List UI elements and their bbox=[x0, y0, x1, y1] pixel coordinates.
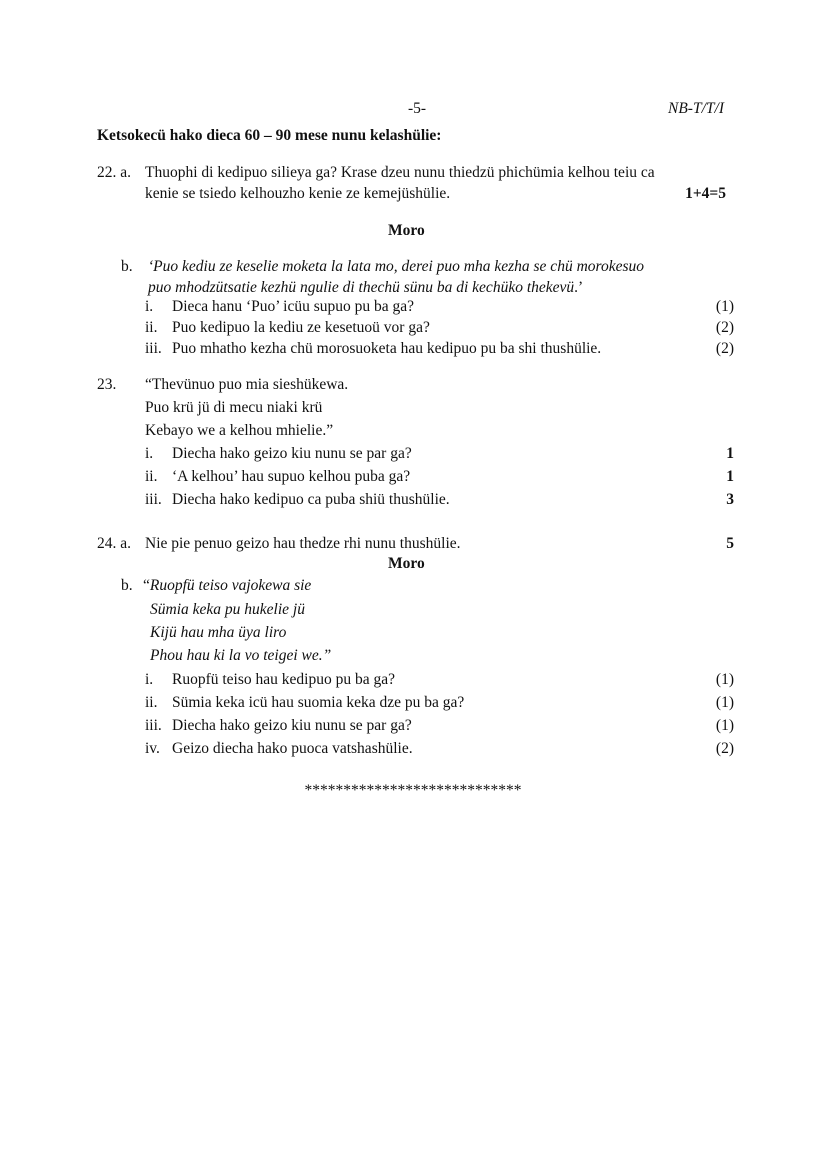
sub-item-text: Diecha hako geizo kiu nunu se par ga? bbox=[172, 445, 412, 462]
sub-item-label: iii. bbox=[145, 340, 162, 357]
sub-item-label: iv. bbox=[145, 740, 160, 757]
sub-item-label: i. bbox=[145, 671, 154, 688]
paper-code: NB-T/T/I bbox=[668, 100, 724, 117]
quote-line bbox=[148, 279, 583, 297]
sub-item-text: Geizo diecha hako puoca vatshashülie. bbox=[172, 740, 413, 757]
quote-end: .’ bbox=[574, 279, 584, 296]
section-instruction: Ketsokecü hako dieca 60 – 90 mese nunu kelashülie: bbox=[97, 127, 442, 144]
sub-item-text: Dieca hanu ‘Puo’ icüu supuo pu ba ga? bbox=[172, 298, 415, 315]
sub-item-marks: 3 bbox=[726, 491, 734, 508]
question-text-line: Thuophi di kedipuo silieya ga? Krase dzeu nunu thiedzü phichümia kelhou teiu ca bbox=[145, 164, 655, 181]
question-text-line: kenie se tsiedo kelhouzho kenie ze kemejüshülie. bbox=[145, 185, 451, 202]
sub-item-text: Puo kedipuo la kediu ze kesetuoü vor ga? bbox=[172, 319, 430, 336]
sub-item-marks: (2) bbox=[715, 319, 734, 336]
sub-item-marks: 1 bbox=[726, 445, 734, 462]
poem-line: Kebayo we a kelhou mhielie.” bbox=[145, 422, 334, 439]
sub-item-text: Diecha hako kedipuo ca puba shiü thushülie. bbox=[172, 491, 450, 508]
sub-item-label: i. bbox=[145, 445, 154, 462]
question-number: 22. a. bbox=[97, 164, 132, 181]
poem-text: Ruopfü teiso vajokewa sie bbox=[149, 577, 312, 594]
poem-line: “Thevünuo puo mia sieshükewa. bbox=[145, 376, 349, 393]
quote-line: ‘Puo kediu ze keselie moketa la lata mo, derei puo mha kezha se chü morokesuo bbox=[148, 258, 645, 275]
question-text-line: Nie pie penuo geizo hau thedze rhi nunu thushülie. bbox=[145, 535, 461, 552]
question-number: 23. bbox=[97, 376, 117, 393]
sub-item-marks: (2) bbox=[715, 740, 734, 757]
sub-item-marks: (1) bbox=[715, 717, 734, 734]
sub-item-text: Sümia keka icü hau suomia keka dze pu ba ga? bbox=[172, 694, 465, 711]
sub-item-label: ii. bbox=[145, 694, 158, 711]
poem-line: Phou hau ki la vo teigei we.” bbox=[150, 647, 332, 664]
sub-item-marks: (1) bbox=[715, 671, 734, 688]
end-of-paper-marker: **************************** bbox=[304, 782, 522, 799]
sub-item-label: iii. bbox=[145, 491, 162, 508]
marks: 5 bbox=[726, 535, 734, 552]
sub-item-marks: (2) bbox=[715, 340, 734, 357]
poem-line: Sümia keka pu hukelie jü bbox=[150, 601, 305, 618]
sub-item-text: Diecha hako geizo kiu nunu se par ga? bbox=[172, 717, 412, 734]
quote-text: puo mhodzütsatie kezhü ngulie di thechü sünu ba di kechüko thekevü bbox=[148, 279, 575, 296]
sub-item-label: ii. bbox=[145, 319, 158, 336]
question-number: 24. a. bbox=[97, 535, 132, 552]
open-quote: “ bbox=[143, 577, 150, 594]
sub-item-text: Ruopfü teiso hau kedipuo pu ba ga? bbox=[172, 671, 395, 688]
sub-item-text: Puo mhatho kezha chü morosuoketa hau kedipuo pu ba shi thushülie. bbox=[172, 340, 602, 357]
sub-item-label: i. bbox=[145, 298, 154, 315]
page-number: -5- bbox=[408, 100, 427, 117]
sub-question-label: b. bbox=[121, 258, 133, 275]
poem-line: Puo krü jü di mecu niaki krü bbox=[145, 399, 323, 416]
or-divider: Moro bbox=[388, 555, 425, 572]
marks: 1+4=5 bbox=[685, 185, 726, 202]
or-divider: Moro bbox=[388, 222, 425, 239]
sub-item-text: ‘A kelhou’ hau supuo kelhou puba ga? bbox=[172, 468, 411, 485]
sub-item-label: iii. bbox=[145, 717, 162, 734]
sub-item-marks: (1) bbox=[715, 298, 734, 315]
sub-question-label: b. bbox=[121, 577, 133, 594]
poem-line bbox=[143, 577, 311, 595]
sub-item-label: ii. bbox=[145, 468, 158, 485]
sub-item-marks: (1) bbox=[715, 694, 734, 711]
poem-line: Kijü hau mha üya liro bbox=[150, 624, 287, 641]
sub-item-marks: 1 bbox=[726, 468, 734, 485]
